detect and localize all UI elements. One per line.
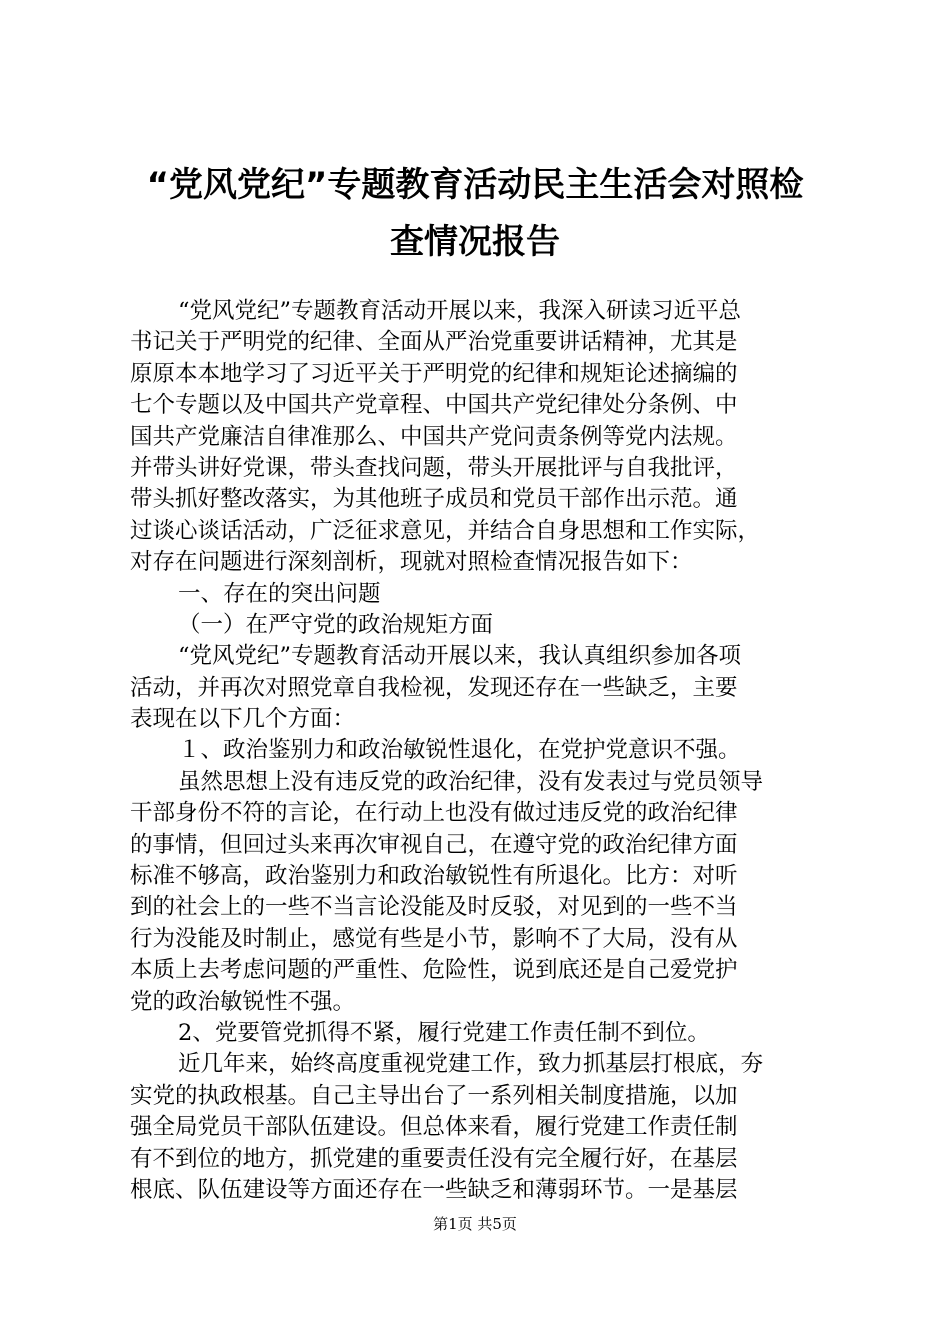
paragraph-line: 标准不够高，政治鉴别力和政治敏锐性有所退化。比方：对听 (130, 863, 738, 890)
point-heading: １、政治鉴别力和政治敏锐性退化，在党护党意识不强。 (178, 737, 741, 764)
paragraph-line: 国共产党廉洁自律准那么、中国共产党问责条例等党内法规。 (130, 423, 738, 450)
paragraph-line: 表现在以下几个方面： (130, 706, 356, 733)
paragraph-line: 对存在问题进行深刻剖析，现就对照检查情况报告如下： (130, 549, 693, 576)
paragraph-line: 书记关于严明党的纪律、全面从严治党重要讲话精神，尤其是 (130, 329, 738, 356)
point-heading: 2、党要管党抓得不紧，履行党建工作责任制不到位。 (178, 1019, 710, 1046)
paragraph-line: 近几年来，始终高度重视党建工作，致力抓基层打根底，夯 (178, 1051, 764, 1078)
paragraph-line: 本质上去考虑问题的严重性、危险性，说到底还是自己爱党护 (130, 957, 738, 984)
subsection-heading: （一）在严守党的政治规矩方面 (178, 611, 494, 638)
page-number-footer: 第1页 共5页 (433, 1215, 517, 1233)
paragraph-line: 过谈心谈话活动，广泛征求意见，并结合自身思想和工作实际， (130, 517, 761, 544)
section-heading: 一、存在的突出问题 (178, 580, 381, 607)
paragraph-line: “党风党纪”专题教育活动开展以来，我深入研读习近平总 (178, 298, 742, 324)
paragraph-line: “党风党纪”专题教育活动开展以来，我认真组织参加各项 (178, 643, 742, 670)
paragraph-line: 虽然思想上没有违反党的政治纪律，没有发表过与党员领导 (178, 768, 764, 795)
paragraph-line: 原原本本地学习了习近平关于严明党的纪律和规矩论述摘编的 (130, 360, 738, 387)
paragraph-line: 带头抓好整改落实，为其他班子成员和党员干部作出示范。通 (130, 486, 738, 513)
paragraph-line: 活动，并再次对照党章自我检视，发现还存在一些缺乏，主要 (130, 674, 738, 701)
document-body (130, 296, 830, 1206)
paragraph-line: 行为没能及时制止，感觉有些是小节，影响不了大局，没有从 (130, 925, 738, 952)
paragraph-line: 并带头讲好党课，带头查找问题，带头开展批评与自我批评， (130, 454, 738, 481)
paragraph-line: 根底、队伍建设等方面还存在一些缺乏和薄弱环节。一是基层 (130, 1176, 738, 1203)
paragraph-line: 实党的执政根基。自己主导出台了一系列相关制度措施，以加 (130, 1082, 738, 1109)
paragraph-line: 党的政治敏锐性不强。 (130, 988, 356, 1015)
paragraph-line: 有不到位的地方，抓党建的重要责任没有完全履行好，在基层 (130, 1145, 738, 1172)
paragraph-line: 的事情，但回过头来再次审视自己，在遵守党的政治纪律方面 (130, 831, 738, 858)
paragraph-line: 干部身份不符的言论，在行动上也没有做过违反党的政治纪律 (130, 800, 738, 827)
paragraph-line: 七个专题以及中国共产党章程、中国共产党纪律处分条例、中 (130, 392, 738, 419)
document-title-line-1: “党风党纪”专题教育活动民主生活会对照检 (146, 165, 804, 205)
paragraph-line: 到的社会上的一些不当言论没能及时反驳，对见到的一些不当 (130, 894, 738, 921)
paragraph-line: 强全局党员干部队伍建设。但总体来看，履行党建工作责任制 (130, 1114, 738, 1141)
document-title-line-2: 查情况报告 (390, 222, 560, 262)
